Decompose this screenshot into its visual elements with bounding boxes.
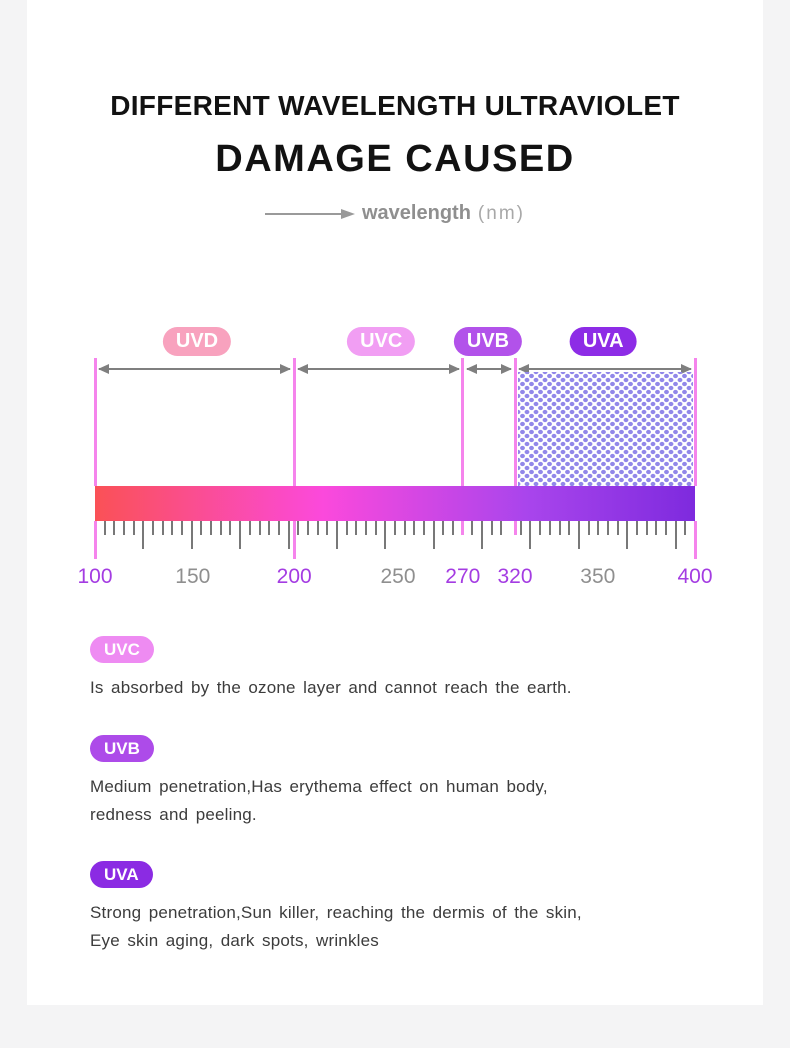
ruler-tick	[278, 521, 280, 535]
wavelength-axis-caption	[27, 202, 763, 225]
ruler-tick	[588, 521, 590, 535]
uv-band-pill-uvd: UVD	[163, 327, 231, 356]
uva-description	[90, 899, 700, 955]
legend-uvc	[90, 636, 700, 702]
guide-line	[94, 358, 97, 486]
ruler-tick	[229, 521, 231, 535]
ruler-tick	[346, 521, 348, 535]
ruler-tick	[317, 521, 319, 535]
uva-badge: UVA	[90, 861, 153, 888]
guide-line	[694, 358, 697, 486]
ruler-marker	[694, 521, 697, 559]
ruler-tick	[162, 521, 164, 535]
ruler-tick	[636, 521, 638, 535]
ruler-tick	[491, 521, 493, 535]
ruler-tick	[355, 521, 357, 535]
ruler-marker	[94, 521, 97, 559]
ruler-tick	[607, 521, 609, 535]
ruler-tick	[675, 521, 677, 549]
ruler-tick	[568, 521, 570, 535]
ruler-tick	[394, 521, 396, 535]
ruler-tick	[384, 521, 386, 549]
guide-line	[293, 358, 296, 486]
description-line: redness and peeling.	[90, 805, 257, 824]
ruler-tick	[413, 521, 415, 535]
ruler-tick	[442, 521, 444, 535]
ruler-tick	[559, 521, 561, 535]
ruler-tick	[617, 521, 619, 535]
ruler-tick	[646, 521, 648, 535]
axis-tick-label: 250	[380, 565, 416, 588]
ruler-marker	[293, 521, 296, 559]
ruler-tick	[171, 521, 173, 535]
ruler-tick	[529, 521, 531, 549]
ruler-tick	[307, 521, 309, 535]
description-line: Medium penetration,Has erythema effect on human body,	[90, 777, 548, 796]
ruler-tick	[123, 521, 125, 535]
uva-dot-pattern	[518, 372, 693, 486]
ruler-tick	[655, 521, 657, 535]
range-arrow	[298, 364, 459, 374]
ruler-tick	[500, 521, 502, 535]
ruler-tick	[152, 521, 154, 535]
description-line: Strong penetration,Sun killer, reaching the dermis of the skin,	[90, 903, 582, 922]
uvc-description	[90, 674, 700, 702]
ruler-tick	[520, 521, 522, 535]
title-line-1: DIFFERENT WAVELENGTH ULTRAVIOLET	[110, 90, 680, 121]
uv-band-pill-uvc: UVC	[347, 327, 415, 356]
ruler-tick	[578, 521, 580, 549]
axis-label: wavelength	[362, 202, 471, 224]
ruler-tick	[288, 521, 290, 549]
ruler-tick	[404, 521, 406, 535]
axis-tick-label: 200	[276, 565, 312, 588]
ruler-tick	[433, 521, 435, 549]
content-card	[27, 0, 763, 1005]
axis-unit: (nm)	[477, 202, 525, 224]
legend-uvb	[90, 735, 700, 829]
description-line: Eye skin aging, dark spots, wrinkles	[90, 931, 379, 950]
uv-band-pill-uvb: UVB	[454, 327, 522, 356]
right-arrow-icon	[265, 208, 355, 220]
ruler-tick-highlight	[514, 521, 517, 535]
axis-tick-label: 400	[677, 565, 713, 588]
ruler-tick	[452, 521, 454, 535]
ruler-tick	[481, 521, 483, 549]
ruler-tick	[200, 521, 202, 535]
ruler-tick	[133, 521, 135, 535]
ruler-tick	[549, 521, 551, 535]
ruler-tick	[297, 521, 299, 535]
ruler-tick	[423, 521, 425, 535]
ruler-tick	[181, 521, 183, 535]
guide-line	[514, 358, 517, 486]
ruler-tick	[220, 521, 222, 535]
ruler-tick	[104, 521, 106, 535]
uv-band-pill-uva: UVA	[570, 327, 637, 356]
ruler-tick	[191, 521, 193, 549]
axis-tick-label: 270	[445, 565, 481, 588]
ruler-tick	[336, 521, 338, 549]
legend-uva	[90, 861, 700, 955]
ruler-tick	[239, 521, 241, 549]
ruler-tick	[375, 521, 377, 535]
ruler-tick	[684, 521, 686, 535]
ruler-tick	[665, 521, 667, 535]
ruler-tick	[365, 521, 367, 535]
uvb-description	[90, 773, 700, 829]
uvb-badge: UVB	[90, 735, 154, 762]
band-chart	[77, 327, 713, 595]
title-line-2: DAMAGE CAUSED	[215, 138, 575, 180]
ruler-tick	[210, 521, 212, 535]
ruler-tick	[626, 521, 628, 549]
range-arrow	[467, 364, 511, 374]
ruler-tick	[471, 521, 473, 535]
axis-tick-label: 350	[580, 565, 616, 588]
ruler-tick	[326, 521, 328, 535]
axis-tick-label: 150	[175, 565, 211, 588]
range-arrow	[99, 364, 290, 374]
guide-line	[461, 358, 464, 486]
ruler-tick	[113, 521, 115, 535]
axis-tick-label: 320	[497, 565, 533, 588]
axis-tick-label: 100	[77, 565, 113, 588]
spectrum-bar	[95, 486, 695, 521]
description-line: Is absorbed by the ozone layer and cannot reach the earth.	[90, 678, 572, 697]
ruler-tick	[142, 521, 144, 549]
uvc-badge: UVC	[90, 636, 154, 663]
ruler-tick	[539, 521, 541, 535]
ruler-tick	[249, 521, 251, 535]
ruler-tick	[259, 521, 261, 535]
ruler-tick	[597, 521, 599, 535]
ruler-tick	[268, 521, 270, 535]
ruler-tick-highlight	[461, 521, 464, 535]
